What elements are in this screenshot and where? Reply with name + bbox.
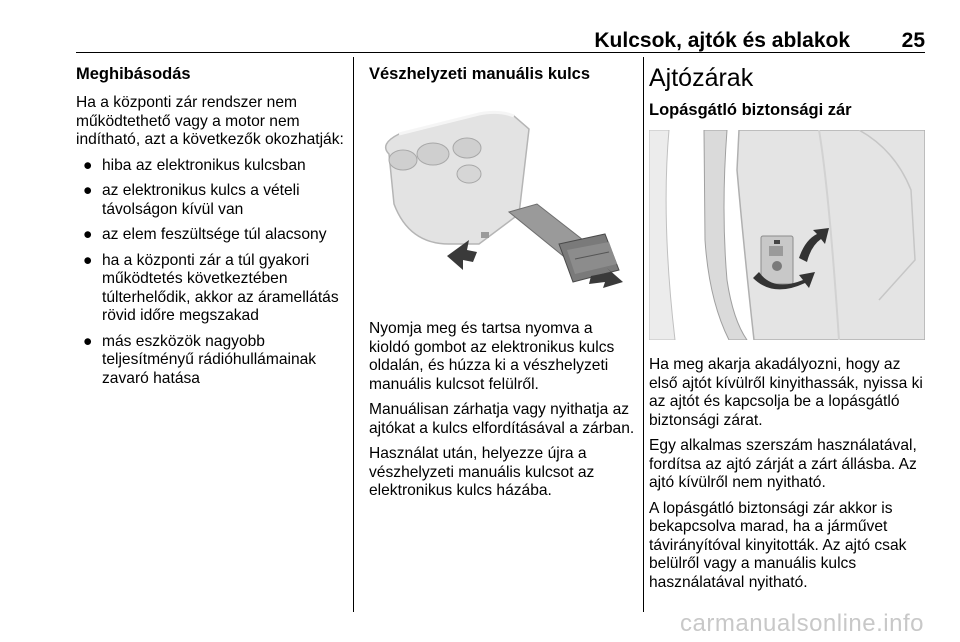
column-malfunction [76,64,344,395]
malfunction-list [76,157,344,389]
emergency-key-heading: Vészhelyzeti manuális kulcs [369,65,591,83]
antitheft-para-3: A lopásgátló biztonsági zár akkor is bekapcsolva marad, ha a járművet távirányítóval kinyitották. Az ajtó csak belülről vagy a manuális kulcs használatával nyitható. [649,499,907,591]
antitheft-lock-heading: Lopásgátló biztonsági zár [649,101,852,119]
page-number: 25 [901,29,925,52]
antitheft-para-2: Egy alkalmas szerszám használatával, fordítsa az ajtó zárját a zárt állásba. Az ajtó kívülről nem nyitható. [649,437,917,491]
door-lock-illustration [649,130,925,340]
header-rule [76,52,925,53]
list-item: ● az elektronikus kulcs a vételi távolságon kívül van [83,182,300,218]
bullet-icon: ● [83,226,93,243]
list-item: ● hiba az elektronikus kulcsban [83,156,306,174]
malfunction-intro: Ha a központi zár rendszer nem működtethető vagy a motor nem indítható, azt a következők okozhatják: [76,94,344,148]
column-emergency-key [369,64,637,508]
bullet-icon: ● [83,251,93,269]
antitheft-para-1: Ha meg akarja akadályozni, hogy az első ajtót kívülről kinyithassák, nyissa ki az ajtót és kapcsolja be a lopásgátló biztonsági zárat. [649,356,923,429]
column-door-locks [649,64,929,599]
bullet-icon: ● [83,156,93,174]
bullet-icon: ● [83,182,93,199]
column-divider-1 [353,57,354,612]
malfunction-heading: Meghibásodás [76,65,191,83]
emergency-key-para-2: Manuálisan zárhatja vagy nyithatja az ajtókat a kulcs elfordításával a zárban. [369,401,635,437]
emergency-key-para-3: Használat után, helyezze újra a vészhelyzeti manuális kulcsot az elektronikus kulcs házába. [369,445,595,499]
column-divider-2 [643,57,644,612]
header-title: Kulcsok, ajtók és ablakok [594,29,850,52]
watermark: carmanualsonline.info [680,610,924,637]
door-locks-title: Ajtózárak [649,64,754,92]
electronic-key-illustration [369,94,631,304]
emergency-key-para-1: Nyomja meg és tartsa nyomva a kioldó gombot az elektronikus kulcs oldalán, és húzza ki a vészhelyzeti manuális kulcsot felülről. [369,320,615,393]
list-item: ● az elem feszültsége túl alacsony [83,226,327,243]
bullet-icon: ● [83,332,93,350]
list-item: ● más eszközök nagyobb teljesítményű rádióhullámainak zavaró hatása [83,332,317,387]
list-item: ● ha a központi zár a túl gyakori működtetés következtében túlterhelődik, akkor az áramellátás rövid időre megszakad [83,251,339,324]
